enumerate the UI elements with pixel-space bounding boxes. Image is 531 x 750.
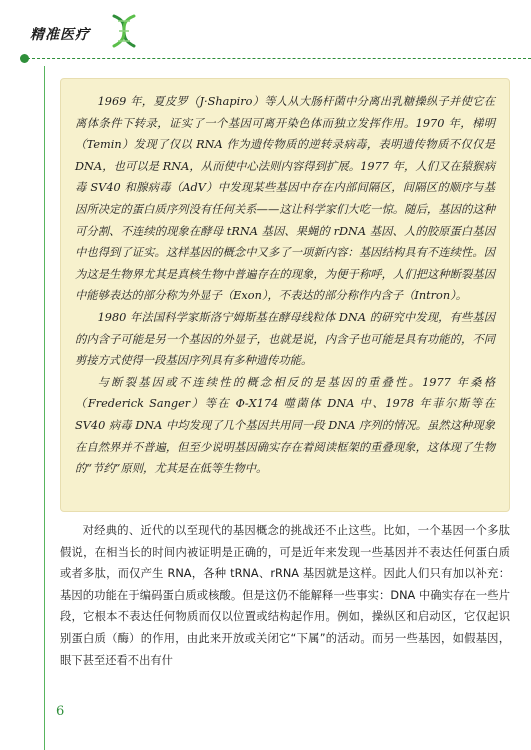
- page-header: [0, 0, 531, 66]
- margin-rule: [44, 66, 45, 750]
- dna-helix-icon: [110, 14, 138, 48]
- sidebar-boxed-text: [60, 78, 510, 512]
- box-paragraph-2: 1980 年法国科学家斯洛宁姆斯基在酵母线粒体 DNA 的研究中发现，有些基因的内含子可能是另一个基因的外显子，也就是说，内含子也可能是具有功能的，不同剪接方式使得一段基因序列具有多种遗传功能。: [75, 310, 495, 368]
- body-paragraph: 对经典的、近代的以至现代的基因概念的挑战还不止这些。比如，一个基因一个多肽假说，在相当长的时间内被证明是正确的，可是近年来发现一些基因并不表达任何蛋白质或者多肽，而仅产生 RNA，各种 tRNA、rRNA 基因就是这样。因此人们只有加以补充：基因的功能在于编码蛋白质或核酸。但是这仍不能解释一些事实：DNA 中确实存在一些片段，它根本不表达任何物质而仅以位置或结构起作用。例如，操纵区和启动区，它仅起识别蛋白质（酶）的作用，由此来开放或关闭它“下属”的活动。而另一些基因，如假基因，眼下甚至还看不出有什: [60, 524, 510, 667]
- box-paragraph-1: 1969 年，夏皮罗（J·Shapiro）等人从大肠杆菌中分离出乳糖操纵子并使它在离体条件下转录，证实了一个基因可离开染色体而独立发挥作用。1970 年，梯明（Temin）发现了仅以 RNA 作为遗传物质的逆转录病毒，表明遗传物质不仅仅是 DNA，也可以是 RNA，从而使中心法则内容得到扩展。1977 年，人们又在猿猴病毒 SV40 和腺病毒（AdV）中发现某些基因中存在内部间隔区，间隔区的顺序与基因所决定的蛋白质序列没有任何关系——这让科学家们大吃一惊。随后，基因的这种可分割、不连续的现象在酵母 tRNA 基因、果蝇的 rDNA 基因、人的胶原蛋白基因中也得到了证实。这样基因的概念中又多了一项新内容：基因结构具有不连续性。因为这是生物界尤其是真核生物中普遍存在的现象，为便于称呼，人们把这种断裂基因中能够表达的部分称为外显子（Exon），不表达的部分称作内含子（Intron）。: [75, 95, 495, 303]
- box-paragraph-3: 与断裂基因或不连续性的概念相反的是基因的重叠性。1977 年桑格（Frederick Sanger）等在 Φ-X174 噬菌体 DNA 中、1978 年菲尔斯等在 SV40 病毒 DNA 中均发现了几个基因共用同一段 DNA 序列的情况。虽然这种现象在自然界并不普遍，但至少说明基因确实存在着阅读框架的重叠现象，这体现了生物的“节约”原则，尤其是在低等生物中。: [75, 375, 495, 476]
- header-bullet-dot: [20, 54, 29, 63]
- main-body: [60, 520, 510, 671]
- running-header-title: 精准医疗: [30, 27, 90, 43]
- page-number: 6: [56, 704, 65, 719]
- header-divider: [22, 58, 531, 61]
